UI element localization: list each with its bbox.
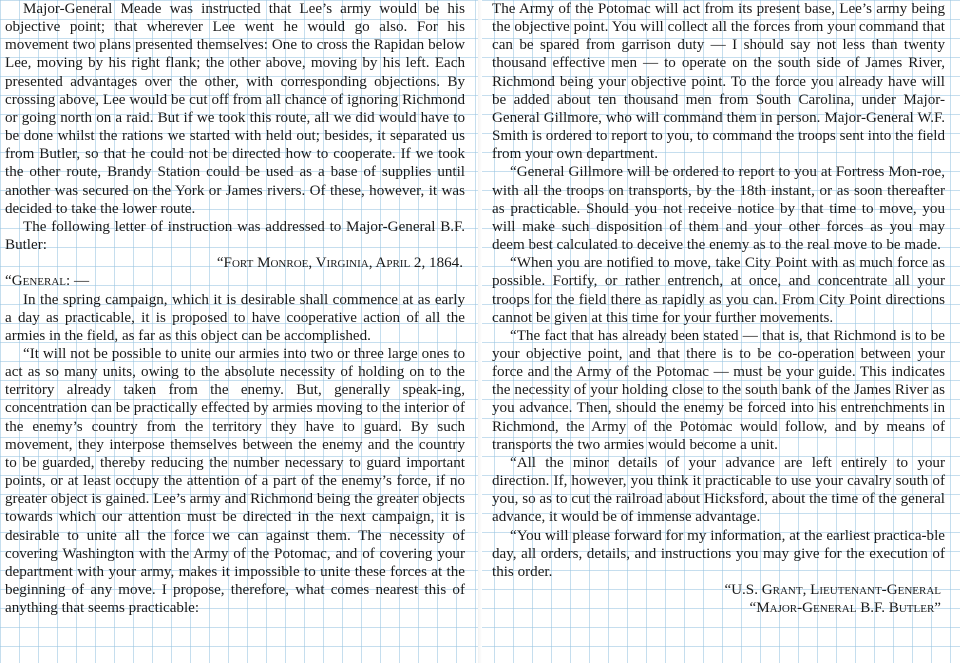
paragraph-spring-campaign: In the spring campaign, which it is desirable shall commence at as early a day as practicable, it is proposed to have cooperative action of all the armies in the field, as far as this object can be accomplished.	[5, 291, 465, 344]
letter-addressee: “Major-General B.F. Butler”	[749, 600, 941, 617]
paragraph-forward-information: “You will please forward for my information, at the earliest practica-ble day, all orders, details, and instructions you may give for the execution of this order.	[492, 527, 945, 580]
right-page	[484, 0, 960, 663]
left-page	[0, 0, 476, 663]
paragraph-minor-details: “All the minor details of your advance are left entirely to your direction. If, however, you think it practicable to use your cavalry south of you, so as to cut the railroad about Hicksford, about the time of the general advance, it would be of immense advantage.	[492, 454, 945, 526]
paragraph-objective-richmond: “The fact that has already been stated — that is, that Richmond is to be your objective point, and that there is to be co-operation between your force and the Army of the Potomac — must be your guide. This indicates the necessity of your holding close to the south bank of the James River as you advance. Then, should the enemy be forced into his entrenchments in Richmond, the Army of the Potomac would follow, and by means of transports the two armies would become a unit.	[492, 327, 945, 453]
right-text-column	[492, 0, 945, 617]
paragraph-army-of-potomac: The Army of the Potomac will act from its present base, Lee’s army being the objective point. You will collect all the forces from your command that can be spared from garrison duty — I should say not less than twenty thousand effective men — to operate on the south side of James River, Richmond being your objective point. To the force you already have will be added about ten thousand men from South Carolina, under Major-General Gillmore, who will command them in person. Major-General W.F. Smith is ordered to report to you, to command the troops sent into the field from your own department.	[492, 1, 945, 163]
left-text-column	[5, 0, 465, 617]
paragraph-city-point: “When you are notified to move, take City Point with as much force as possible. Fortify, or rather entrench, at once, and concentrate all your troops for the field there as rapidly as you can. From City Point directions cannot be given at this time for your further movements.	[492, 255, 945, 326]
letter-salutation: “General: —	[5, 273, 90, 290]
letter-signature: “U.S. Grant, Lieutenant-General	[724, 582, 941, 598]
paragraph-letter-intro: The following letter of instruction was addressed to Major-General B.F. Butler:	[5, 218, 465, 254]
paragraph-meade-instructions: Major-General Meade was instructed that Lee’s army would be his objective point; that wherever Lee went he would go also. For his movement two plans presented themselves: One to cross the Rapidan below Lee, moving by his right flank; the other above, moving by his left. Each presented advantages over the other, with corresponding objections. By crossing above, Lee would be cut off from all chance of ignoring Richmond or going north on a raid. But if we took this route, all we did would have to be done whilst the rations we started with held out; besides, it separated us from Butler, so that he could not be directed how to cooperate. If we took the other route, Brandy Station could be used as a base of supplies until another was secured on the York or James rivers. Of these, however, it was decided to take the lower route.	[5, 1, 465, 217]
paragraph-gillmore-orders: “General Gillmore will be ordered to report to you at Fortress Mon-roe, with all the troops on transports, by the 18th instant, or as soon thereafter as practicable. Should you not receive notice by that time to move, you will make such disposition of them and your other forces as you may deem best calculated to deceive the enemy as to the real move to be made.	[492, 164, 945, 254]
page-gutter	[478, 0, 482, 663]
letter-dateline: “Fort Monroe, Virginia, April 2, 1864.	[216, 255, 463, 272]
paragraph-unite-armies: “It will not be possible to unite our armies into two or three large ones to act as so many units, owing to the absolute necessity of holding on to the territory already taken from the enemy. But, generally speak-ing, concentration can be practically effected by armies moving to the interior of the enemy’s country from the territory they have to guard. By such movement, they interpose themselves between the enemy and the country to be guarded, thereby reducing the number necessary to guard important points, or at least occupy the attention of a part of the enemy’s force, if no greater object is gained. Lee’s army and Richmond being the greater objects towards which our attention must be directed in the next campaign, it is desirable to unite all the force we can against them. The necessity of covering Washington with the Army of the Potomac, and of covering your department with your army, makes it impossible to unite these forces at the beginning of any move. I propose, therefore, what comes nearest this of anything that seems practicable:	[5, 345, 465, 617]
